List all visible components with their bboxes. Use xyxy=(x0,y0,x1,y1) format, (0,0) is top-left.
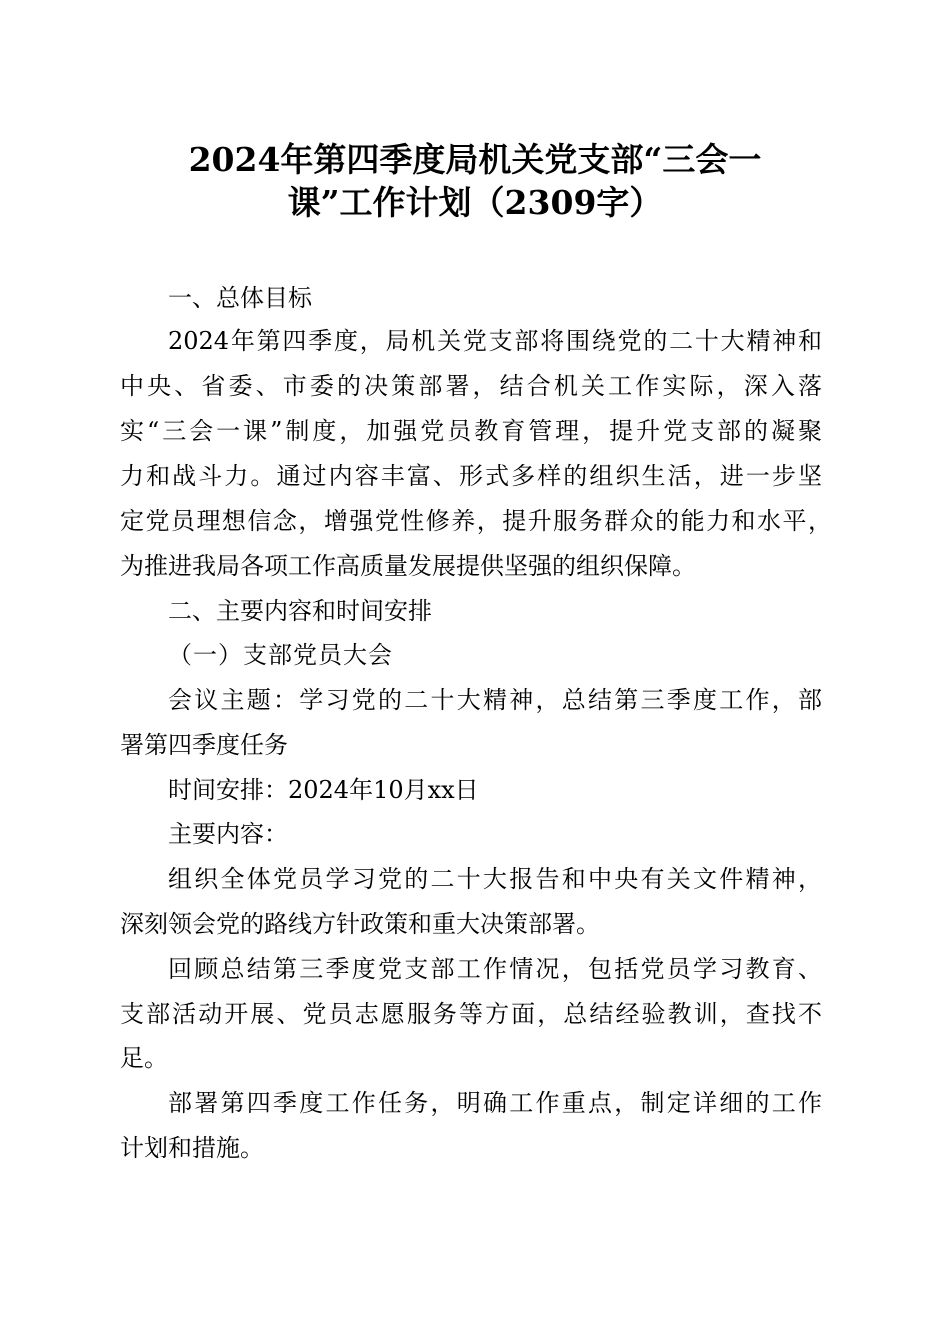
main-content-label: 主要内容： xyxy=(168,820,288,848)
document-title-line-1: 2024年第四季度局机关党支部“三会一 xyxy=(188,140,762,179)
section-1-heading: 一、总体目标 xyxy=(168,284,312,312)
subsection-1-heading: （一）支部党员大会 xyxy=(168,641,393,669)
content-paragraph-2-line-3: 足。 xyxy=(120,1044,168,1072)
section-2-heading: 二、主要内容和时间安排 xyxy=(168,597,432,625)
content-paragraph-3-line-2: 计划和措施。 xyxy=(120,1134,264,1162)
section-1-line-6: 为推进我局各项工作高质量发展提供坚强的组织保障。 xyxy=(120,552,696,580)
section-1-line-2: 中央、省委、市委的决策部署，结合机关工作实际，深入落 xyxy=(120,372,822,400)
document-title-line-2: 课”工作计划（2309字） xyxy=(287,183,663,222)
content-paragraph-1-line-2: 深刻领会党的路线方针政策和重大决策部署。 xyxy=(120,910,600,938)
meeting-topic-line-2: 署第四季度任务 xyxy=(120,731,288,759)
content-paragraph-3-line-1: 部署第四季度工作任务，明确工作重点，制定详细的工作 xyxy=(168,1089,822,1117)
section-1-line-3: 实“三会一课”制度，加强党员教育管理，提升党支部的凝聚 xyxy=(120,417,822,445)
meeting-topic-line-1: 会议主题：学习党的二十大精神，总结第三季度工作，部 xyxy=(168,686,822,714)
content-paragraph-1-line-1: 组织全体党员学习党的二十大报告和中央有关文件精神， xyxy=(168,865,822,893)
meeting-schedule: 时间安排：2024年10月xx日 xyxy=(168,776,479,804)
content-paragraph-2-line-1: 回顾总结第三季度党支部工作情况，包括党员学习教育、 xyxy=(168,955,822,983)
section-1-line-1: 2024年第四季度，局机关党支部将围绕党的二十大精神和 xyxy=(168,327,822,355)
section-1-line-5: 定党员理想信念，增强党性修养，提升服务群众的能力和水平， xyxy=(120,507,832,535)
section-1-line-4: 力和战斗力。通过内容丰富、形式多样的组织生活，进一步坚 xyxy=(120,462,822,490)
content-paragraph-2-line-2: 支部活动开展、党员志愿服务等方面，总结经验教训，查找不 xyxy=(120,1000,822,1028)
